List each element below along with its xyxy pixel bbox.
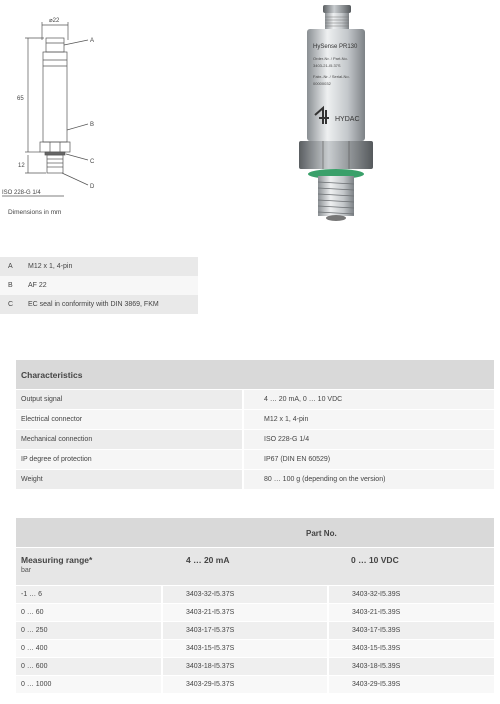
vdc-part-cell: 3403-32-I5.39S [329, 586, 494, 603]
characteristics-table [16, 360, 494, 489]
legend-table [0, 257, 198, 314]
photo-label-line-1: Order-Nr. / Part-No. [313, 56, 348, 61]
range-cell: 0 … 600 [16, 658, 161, 675]
characteristic-value: 4 … 20 mA, 0 … 10 VDC [244, 390, 494, 409]
part-number-header [16, 548, 494, 585]
characteristic-value: 80 … 100 g (depending on the version) [244, 470, 494, 489]
ma-part-cell: 3403-18-I5.37S [163, 658, 327, 675]
legend-value: AF 22 [28, 282, 47, 289]
dim-thread-label: 12 [18, 163, 25, 169]
table-row [16, 604, 494, 621]
column-header-range-unit: bar [21, 567, 32, 574]
ma-part-cell: 3403-29-I5.37S [163, 676, 327, 693]
ma-part-cell: 3403-15-I5.37S [163, 640, 327, 657]
characteristic-value: M12 x 1, 4-pin [244, 410, 494, 429]
characteristic-value: ISO 228-G 1/4 [244, 430, 494, 449]
table-row [16, 622, 494, 639]
characteristic-label: IP degree of protection [16, 450, 242, 469]
photo-label-title: HySense PR130 [313, 44, 358, 50]
photo-brand: HYDAC [335, 116, 360, 123]
characteristics-row [16, 390, 494, 409]
callout-c: C [90, 159, 95, 165]
column-header-range: Measuring range* [21, 555, 93, 565]
dimensions-note: Dimensions in mm [8, 209, 62, 216]
product-photo [285, 0, 385, 232]
part-number-title-bar [16, 518, 494, 547]
callout-d: D [90, 184, 95, 190]
characteristic-label: Electrical connector [16, 410, 242, 429]
range-cell: -1 … 6 [16, 586, 161, 603]
photo-label-line-4: 00000032 [313, 81, 331, 86]
range-cell: 0 … 60 [16, 604, 161, 621]
characteristic-label: Output signal [16, 390, 242, 409]
column-header-vdc: 0 … 10 VDC [351, 555, 399, 565]
dim-height-label: 65 [17, 96, 24, 102]
column-header-ma: 4 … 20 mA [186, 555, 230, 565]
photo-label-line-2: 3403-21-I5.37S [313, 63, 341, 68]
range-cell: 0 … 1000 [16, 676, 161, 693]
characteristics-row [16, 450, 494, 469]
characteristics-title: Characteristics [16, 360, 494, 389]
legend-key: B [8, 282, 13, 289]
callout-a: A [90, 38, 95, 44]
vdc-part-cell: 3403-18-I5.39S [329, 658, 494, 675]
legend-value: EC seal in conformity with DIN 3869, FKM [28, 301, 159, 308]
legend-key: A [8, 263, 13, 270]
legend-row [0, 276, 198, 295]
characteristics-row [16, 430, 494, 449]
dimension-drawing [0, 10, 110, 220]
legend-row [0, 295, 198, 314]
characteristic-label: Weight [16, 470, 242, 489]
thread-label: ISO 228-G 1/4 [2, 190, 41, 196]
table-row [16, 658, 494, 675]
callout-b: B [90, 122, 95, 128]
legend-value: M12 x 1, 4-pin [28, 263, 73, 270]
table-row [16, 676, 494, 693]
characteristics-row [16, 470, 494, 489]
photo-label-line-3: Fabr.-Nr. / Serial-No. [313, 74, 350, 79]
table-row [16, 586, 494, 603]
ma-part-cell: 3403-17-I5.37S [163, 622, 327, 639]
vdc-part-cell: 3403-17-I5.39S [329, 622, 494, 639]
ma-part-cell: 3403-32-I5.37S [163, 586, 327, 603]
part-number-title: Part No. [306, 529, 337, 538]
part-number-table [16, 518, 494, 693]
range-cell: 0 … 250 [16, 622, 161, 639]
characteristic-label: Mechanical connection [16, 430, 242, 449]
vdc-part-cell: 3403-21-I5.39S [329, 604, 494, 621]
vdc-part-cell: 3403-15-I5.39S [329, 640, 494, 657]
legend-key: C [8, 301, 14, 308]
dim-width-label: ⌀22 [49, 18, 60, 24]
range-cell: 0 … 400 [16, 640, 161, 657]
ma-part-cell: 3403-21-I5.37S [163, 604, 327, 621]
legend-row [0, 257, 198, 276]
table-row [16, 640, 494, 657]
vdc-part-cell: 3403-29-I5.39S [329, 676, 494, 693]
characteristics-row [16, 410, 494, 429]
characteristic-value: IP67 (DIN EN 60529) [244, 450, 494, 469]
